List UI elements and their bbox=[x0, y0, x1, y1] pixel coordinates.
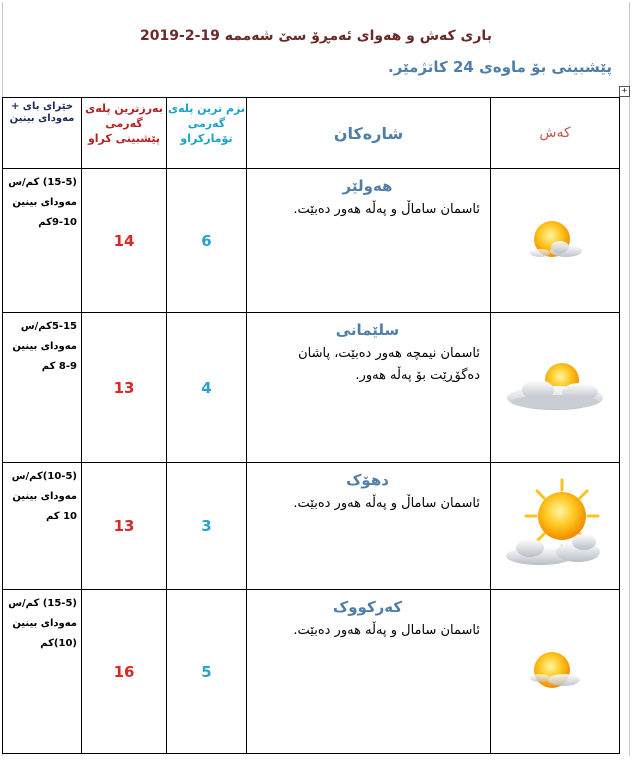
high-temp-cell: 13 bbox=[82, 313, 167, 463]
low-temp-cell: 4 bbox=[167, 313, 247, 463]
high-temp-cell: 16 bbox=[82, 590, 167, 754]
visibility-value: 8-9 کم bbox=[41, 361, 77, 372]
city-cell bbox=[247, 590, 491, 754]
visibility-value: (10)کم bbox=[40, 638, 77, 649]
weather-description: ئاسمان ساماڵ و پەڵە هەور دەبێت. bbox=[293, 496, 480, 511]
high-temp-cell: 14 bbox=[82, 169, 167, 313]
weather-description: ئاسمان نیمچە هەور دەبێت، پاشان دەگۆڕێت بۆ پەڵە هەور. bbox=[298, 346, 480, 383]
weather-description: ئاسمان سامال و پەڵە هەور دەبێت. bbox=[293, 623, 480, 638]
weather-description: ئاسمان ساماڵ و پەڵە هەور دەبێت. bbox=[293, 202, 480, 217]
visibility-label: مەودای بینین bbox=[12, 197, 77, 208]
city-cell bbox=[247, 463, 491, 590]
city-name: کەرکووک bbox=[332, 598, 403, 616]
wind-speed: (10-5)کم/س bbox=[11, 471, 77, 482]
header-wind-visibility: خێرای بای + مەودای بینین bbox=[3, 98, 82, 169]
header-weather: کەش bbox=[491, 98, 620, 169]
weather-icon-cell bbox=[491, 169, 620, 313]
low-temp-cell: 3 bbox=[167, 463, 247, 590]
city-name: دهۆک bbox=[346, 471, 389, 489]
low-temp-cell: 5 bbox=[167, 590, 247, 754]
wind-speed: (15-5) کم/س bbox=[8, 177, 77, 188]
visibility-label: مەودای بینین bbox=[12, 491, 77, 502]
header-cities: شارەکان bbox=[247, 98, 491, 169]
visibility-value: 10 کم bbox=[45, 511, 77, 522]
low-temp-cell: 6 bbox=[167, 169, 247, 313]
wind-visibility-cell bbox=[3, 463, 82, 590]
header-low-temp: نزم ترین پلەی گەرمی تۆمارکراو bbox=[167, 98, 247, 169]
city-name: سلێمانی bbox=[335, 321, 400, 339]
weather-icon-cell bbox=[491, 590, 620, 754]
visibility-value: 9-10کم bbox=[38, 217, 77, 228]
header-high-temp: بەرزترین پلەی گەرمی پێشبینی کراو bbox=[82, 98, 167, 169]
sun-partly-cloudy-icon bbox=[520, 642, 590, 702]
wind-visibility-cell bbox=[3, 313, 82, 463]
high-temp-cell: 13 bbox=[82, 463, 167, 590]
wind-speed: 5-15کم/س bbox=[20, 321, 77, 332]
wind-visibility-cell bbox=[3, 590, 82, 754]
wind-visibility-cell bbox=[3, 169, 82, 313]
table-row bbox=[3, 590, 620, 754]
city-cell bbox=[247, 313, 491, 463]
table-row bbox=[3, 313, 620, 463]
city-cell bbox=[247, 169, 491, 313]
weather-icon-cell bbox=[491, 463, 620, 590]
forecast-table bbox=[2, 97, 620, 754]
sun-behind-cloud-icon bbox=[500, 358, 610, 418]
table-header-row bbox=[3, 98, 620, 169]
visibility-label: مەودای بینین bbox=[12, 618, 77, 629]
city-name: هەولێر bbox=[342, 177, 393, 195]
table-row bbox=[3, 463, 620, 590]
page-subtitle: پێشبینی بۆ ماوەی 24 کاتژمێر. bbox=[388, 58, 612, 76]
wind-speed: (15-5) کم/س bbox=[8, 598, 77, 609]
table-row bbox=[3, 169, 620, 313]
table-move-handle-icon[interactable]: + bbox=[619, 86, 630, 97]
visibility-label: مەودای بینین bbox=[12, 341, 77, 352]
weather-icon-cell bbox=[491, 313, 620, 463]
page-title: باری کەش و هەوای ئەمڕۆ سێ شەممە 19-2-2019 bbox=[140, 28, 492, 44]
sun-with-clouds-icon bbox=[500, 476, 610, 576]
sun-partly-cloudy-icon bbox=[520, 211, 590, 271]
